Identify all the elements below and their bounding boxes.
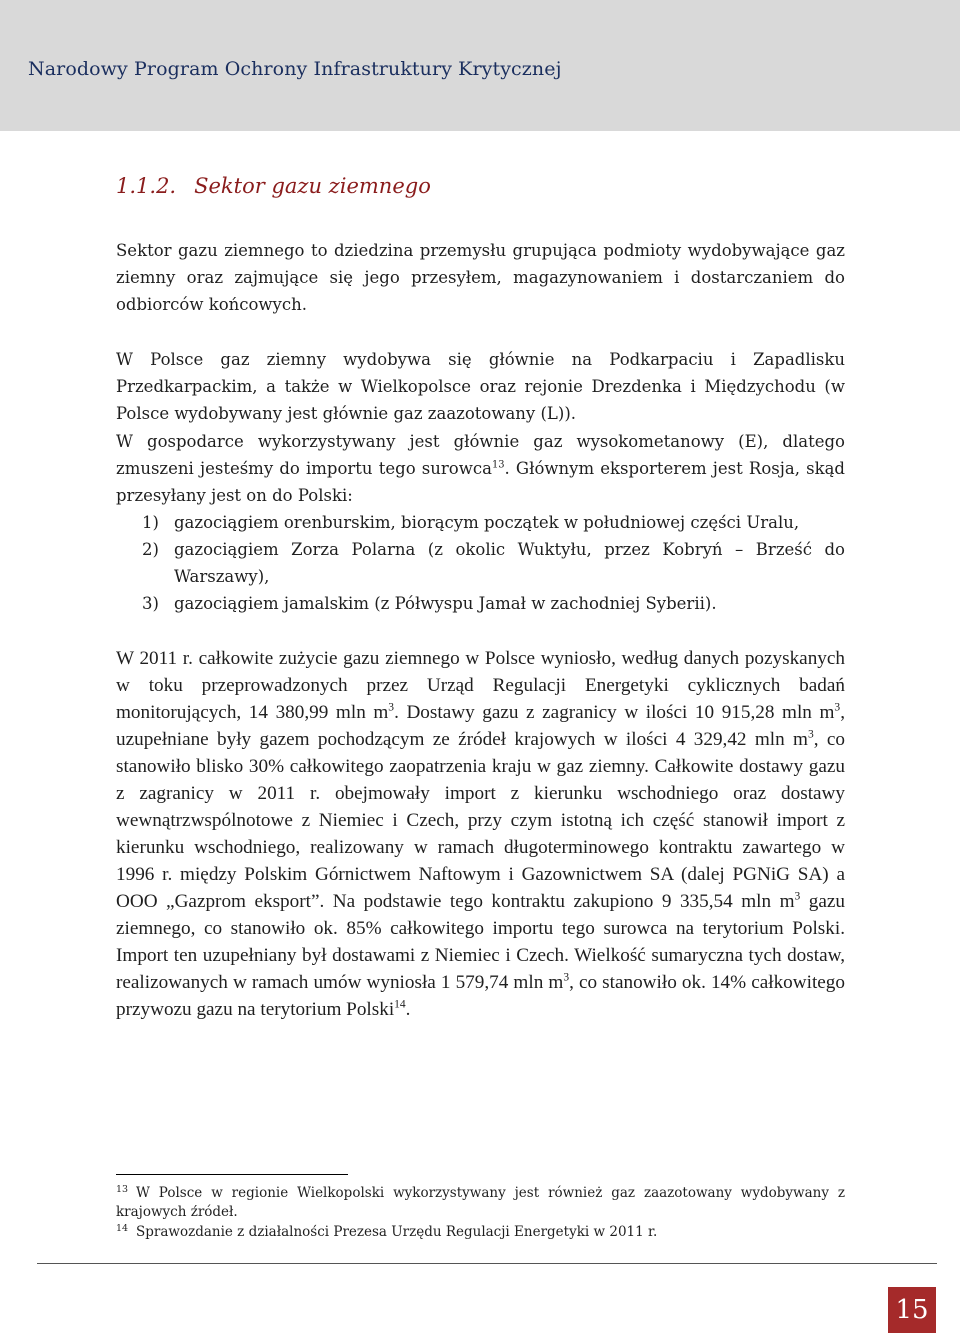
list-item-text: gazociągiem orenburskim, biorącym początek w południowej części Uralu, <box>174 513 800 532</box>
footnote-separator <box>116 1174 348 1175</box>
footnote-13 <box>116 1184 845 1222</box>
paragraph-3-text-a: W gospodarce wykorzystywany jest głównie gaz wysokometanowy (E), dlatego zmuszeni jesteśmy do importu tego surowca <box>116 432 845 478</box>
paragraph-4-text-b: . Dostawy gazu z zagranicy w ilości 10 915,28 mln m <box>394 702 835 723</box>
page-number-badge: 15 <box>888 1287 936 1333</box>
paragraph-4-text-g: . <box>405 999 411 1020</box>
list-item <box>142 509 845 536</box>
list-item <box>142 590 845 617</box>
superscript-cubed: 3 <box>388 701 395 714</box>
list-item-number: 1) <box>142 513 159 532</box>
footnote-text: Sprawozdanie z działalności Prezesa Urzędu Regulacji Energetyki w 2011 r. <box>136 1224 658 1240</box>
section-number: 1.1.2. <box>116 174 177 198</box>
pipeline-list <box>142 509 845 617</box>
document-header-title: Narodowy Program Ochrony Infrastruktury Krytycznej <box>28 58 562 80</box>
superscript-cubed: 3 <box>563 971 570 984</box>
list-item <box>142 536 845 590</box>
paragraph-extraction <box>116 346 845 427</box>
footnote-ref-14[interactable]: 14 <box>394 998 406 1011</box>
footnote-text: W Polsce w regionie Wielkopolski wykorzystywany jest również gaz zaazotowany wydobywany z krajowych źródeł. <box>116 1185 845 1220</box>
superscript-cubed: 3 <box>794 890 801 903</box>
section-title: Sektor gazu ziemnego <box>194 174 431 198</box>
paragraph-consumption <box>116 645 845 1023</box>
paragraph-4-text-e: gazu ziemnego, co stanowiło ok. 85% całkowitego importu tego surowca na terytorium Polski. Import ten uzupełniany był dostawami z Niemiec i Czech. Wielkość sumaryczna tych dostaw, realizowanych w ramach umów wyniosła 1 579,74 mln m <box>116 891 845 993</box>
paragraph-import <box>116 428 845 509</box>
superscript-cubed: 3 <box>807 728 814 741</box>
paragraph-4-text-a: W 2011 r. całkowite zużycie gazu ziemnego w Polsce wyniosło, według danych pozyskanych w toku przeprowadzonych przez Urząd Regulacji Energetyki cyklicznych badań monitorujących, 14 380,99 mln m <box>116 648 845 723</box>
footnote-number: 14 <box>116 1222 129 1234</box>
paragraph-intro <box>116 237 845 318</box>
section-heading <box>116 174 431 198</box>
footnote-ref-13[interactable]: 13 <box>491 459 505 471</box>
list-item-number: 2) <box>142 540 159 559</box>
paragraph-4-text-c: , uzupełniane były gazem pochodzącym ze źródeł krajowych w ilości 4 329,42 mln m <box>116 702 845 750</box>
paragraph-4-text-f: , co stanowiło ok. 14% całkowitego przywozu gazu na terytorium Polski <box>116 972 845 1020</box>
list-item-text: gazociągiem jamalskim (z Półwyspu Jamał w zachodniej Syberii). <box>174 594 717 613</box>
paragraph-3-text-b: . Głównym eksporterem jest Rosja, skąd przesyłany jest on do Polski: <box>116 459 845 505</box>
list-item-number: 3) <box>142 594 159 613</box>
superscript-cubed: 3 <box>834 701 841 714</box>
footer-divider <box>37 1263 937 1264</box>
paragraph-1-text: Sektor gazu ziemnego to dziedzina przemysłu grupująca podmioty wydobywające gaz ziemny oraz zajmujące się jego przesyłem, magazynowaniem i dostarczaniem do odbiorców końcowych. <box>116 241 845 314</box>
paragraph-4-text-d: , co stanowiło blisko 30% całkowitego zaopatrzenia kraju w gaz ziemny. Całkowite dostawy gazu z zagranicy w 2011 r. obejmowały import z kierunku wschodniego oraz dostawy wewnątrzwspólnotowe z Niemiec i Czech, przy czym istotną ich część stanowił import z kierunku wschodniego, realizowany w ramach długoterminowego kontraktu zawartego w 1996 r. między Polskim Górnictwem Naftowym i Gazownictwem SA (dalej PGNiG SA) a OOO „Gazprom eksport”. Na podstawie tego kontraktu zakupiono 9 335,54 mln m <box>116 729 845 912</box>
footnote-number: 13 <box>116 1183 129 1195</box>
paragraph-2-text: W Polsce gaz ziemny wydobywa się głównie na Podkarpaciu i Zapadlisku Przedkarpackim, a także w Wielkopolsce oraz rejonie Drezdenka i Międzychodu (w Polsce wydobywany jest głównie gaz zaazotowany (L)). <box>116 350 845 423</box>
footnote-14 <box>116 1223 845 1242</box>
list-item-text: gazociągiem Zorza Polarna (z okolic Wuktyłu, przez Kobryń – Brześć do Warszawy), <box>174 540 845 586</box>
